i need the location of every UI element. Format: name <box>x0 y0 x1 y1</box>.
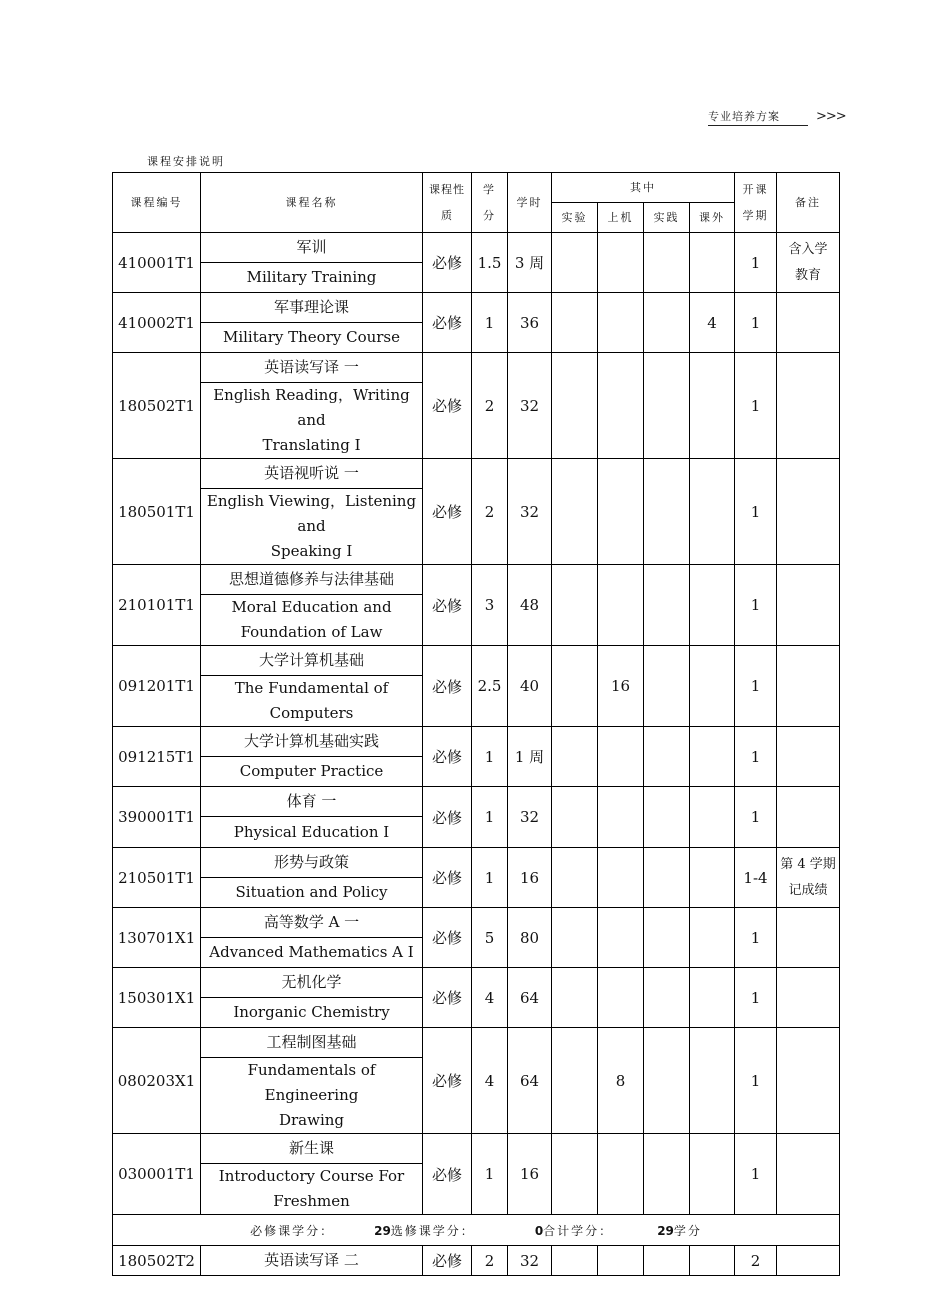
table-row <box>113 459 840 489</box>
course-name-cn: 新生课 <box>201 1134 423 1164</box>
course-semester: 1 <box>735 1028 777 1134</box>
course-credits: 3 <box>472 565 508 646</box>
course-name-en-line: Inorganic Chemistry <box>233 1003 390 1021</box>
course-note <box>777 646 840 727</box>
hours-practice <box>644 1134 690 1215</box>
course-hours: 32 <box>508 787 552 848</box>
course-semester: 1 <box>735 459 777 565</box>
hours-practice <box>644 848 690 908</box>
course-semester: 1-4 <box>735 848 777 908</box>
course-credits: 1 <box>472 1134 508 1215</box>
course-note <box>777 565 840 646</box>
hours-lab <box>552 727 598 787</box>
header-sub-practice: 实践 <box>644 203 690 233</box>
course-hours: 36 <box>508 293 552 353</box>
hours-lab <box>552 459 598 565</box>
hours-lab <box>552 968 598 1028</box>
hours-extracurricular <box>690 233 735 293</box>
course-name-en <box>201 489 423 565</box>
header-breakdown: 其中 <box>552 173 735 203</box>
course-name-en-line: English Viewing，Listening and <box>206 492 417 535</box>
hours-extracurricular <box>690 968 735 1028</box>
course-credits: 1 <box>472 727 508 787</box>
hours-practice <box>644 787 690 848</box>
course-name-en <box>201 676 423 727</box>
header-sub-extracurricular: 课外 <box>690 203 735 233</box>
course-hours: 32 <box>508 1246 552 1276</box>
course-hours: 32 <box>508 459 552 565</box>
course-hours: 40 <box>508 646 552 727</box>
course-hours: 64 <box>508 968 552 1028</box>
table-row <box>113 293 840 323</box>
course-name-en-line: Foundation of Law <box>240 623 383 641</box>
hours-computer <box>598 968 644 1028</box>
header-link-arrows: >>> <box>816 109 846 124</box>
course-name-cn: 英语视听说 一 <box>201 459 423 489</box>
course-credits: 1.5 <box>472 233 508 293</box>
hours-lab <box>552 293 598 353</box>
course-type: 必修 <box>423 787 472 848</box>
course-note <box>777 233 840 293</box>
course-code: 210501T1 <box>113 848 201 908</box>
hours-lab <box>552 787 598 848</box>
course-hours: 16 <box>508 1134 552 1215</box>
course-hours: 48 <box>508 565 552 646</box>
hours-extracurricular <box>690 727 735 787</box>
course-type: 必修 <box>423 968 472 1028</box>
course-name-cn: 英语读写译 二 <box>201 1246 423 1276</box>
course-type: 必修 <box>423 848 472 908</box>
header-type: 课程性质 <box>423 173 472 233</box>
course-type: 必修 <box>423 1246 472 1276</box>
course-note <box>777 727 840 787</box>
summary-total-label: 合计学分： <box>543 1223 614 1238</box>
course-credits: 4 <box>472 968 508 1028</box>
course-name-en-line: English Reading，Writing and <box>213 386 410 429</box>
course-name-en <box>201 878 423 908</box>
hours-lab <box>552 233 598 293</box>
course-semester: 1 <box>735 787 777 848</box>
table-header <box>113 173 840 233</box>
course-code: 180502T1 <box>113 353 201 459</box>
course-type: 必修 <box>423 293 472 353</box>
header-hours: 学时 <box>508 173 552 233</box>
hours-extracurricular <box>690 1246 735 1276</box>
course-credits: 1 <box>472 293 508 353</box>
course-hours: 64 <box>508 1028 552 1134</box>
course-name-en <box>201 757 423 787</box>
course-note <box>777 968 840 1028</box>
header-credits: 学分 <box>472 173 508 233</box>
course-code: 180502T2 <box>113 1246 201 1276</box>
course-name-en-line: Advanced Mathematics A I <box>209 943 414 961</box>
hours-computer <box>598 293 644 353</box>
header-semester: 开课学期 <box>735 173 777 233</box>
summary-elective-label: 选修课学分： <box>390 1223 475 1238</box>
course-name-en <box>201 817 423 848</box>
header-sub-lab: 实验 <box>552 203 598 233</box>
course-code: 210101T1 <box>113 565 201 646</box>
course-type: 必修 <box>423 565 472 646</box>
course-name-en-line: Situation and Policy <box>235 883 388 901</box>
course-semester: 1 <box>735 646 777 727</box>
course-note-line: 记成绩 <box>788 882 828 898</box>
course-type: 必修 <box>423 1028 472 1134</box>
table-row <box>113 968 840 998</box>
course-name-cn: 体育 一 <box>201 787 423 817</box>
course-note-line: 第 4 学期 <box>780 856 836 872</box>
course-name-en-line: Translating I <box>262 436 361 454</box>
course-semester: 1 <box>735 565 777 646</box>
course-semester: 1 <box>735 353 777 459</box>
course-name-en-line: Drawing <box>278 1111 345 1129</box>
hours-practice <box>644 353 690 459</box>
header-link[interactable] <box>708 108 846 126</box>
hours-computer <box>598 848 644 908</box>
course-semester: 1 <box>735 727 777 787</box>
table-row <box>113 1134 840 1164</box>
course-name-cn: 高等数学 A 一 <box>201 908 423 938</box>
course-type: 必修 <box>423 233 472 293</box>
hours-extracurricular: 4 <box>690 293 735 353</box>
hours-lab <box>552 1028 598 1134</box>
table-body <box>113 233 840 1276</box>
course-credits: 2 <box>472 459 508 565</box>
course-hours: 3 周 <box>508 233 552 293</box>
hours-computer <box>598 787 644 848</box>
hours-lab <box>552 646 598 727</box>
hours-lab <box>552 1246 598 1276</box>
header-sub-computer: 上机 <box>598 203 644 233</box>
course-hours: 16 <box>508 848 552 908</box>
hours-computer <box>598 727 644 787</box>
course-name-en-line: Moral Education and <box>231 598 392 616</box>
course-credits: 2 <box>472 353 508 459</box>
course-name-cn: 英语读写译 一 <box>201 353 423 383</box>
course-note <box>777 1246 840 1276</box>
course-credits: 2.5 <box>472 646 508 727</box>
table-row <box>113 787 840 817</box>
course-code: 390001T1 <box>113 787 201 848</box>
course-code: 150301X1 <box>113 968 201 1028</box>
course-semester: 1 <box>735 908 777 968</box>
course-name-en <box>201 938 423 968</box>
hours-extracurricular <box>690 565 735 646</box>
header-code: 课程编号 <box>113 173 201 233</box>
hours-computer <box>598 459 644 565</box>
summary-required-label: 必修课学分： <box>250 1223 335 1238</box>
course-code: 091215T1 <box>113 727 201 787</box>
hours-practice <box>644 565 690 646</box>
course-credits: 1 <box>472 848 508 908</box>
table-row <box>113 233 840 263</box>
hours-lab <box>552 908 598 968</box>
hours-practice <box>644 727 690 787</box>
course-code: 410002T1 <box>113 293 201 353</box>
course-name-en-line: Speaking I <box>270 542 353 560</box>
hours-extracurricular <box>690 459 735 565</box>
hours-computer: 16 <box>598 646 644 727</box>
course-semester: 1 <box>735 968 777 1028</box>
summary-total-value: 29 <box>657 1223 674 1238</box>
summary-unit: 学分 <box>673 1223 702 1238</box>
header-name: 课程名称 <box>201 173 423 233</box>
hours-extracurricular <box>690 787 735 848</box>
course-name-cn: 无机化学 <box>201 968 423 998</box>
course-type: 必修 <box>423 646 472 727</box>
hours-practice <box>644 459 690 565</box>
header-note: 备注 <box>777 173 840 233</box>
hours-extracurricular <box>690 1134 735 1215</box>
course-note <box>777 787 840 848</box>
course-note <box>777 848 840 908</box>
hours-lab <box>552 848 598 908</box>
course-name-en-line: Computer Practice <box>239 762 384 780</box>
hours-lab <box>552 353 598 459</box>
hours-practice <box>644 1246 690 1276</box>
hours-lab <box>552 1134 598 1215</box>
course-type: 必修 <box>423 1134 472 1215</box>
table-row <box>113 646 840 676</box>
header-link-text[interactable]: 专业培养方案 <box>708 108 808 126</box>
course-note <box>777 293 840 353</box>
course-hours: 1 周 <box>508 727 552 787</box>
course-name-en <box>201 323 423 353</box>
course-semester: 1 <box>735 293 777 353</box>
course-code: 180501T1 <box>113 459 201 565</box>
hours-practice <box>644 908 690 968</box>
course-credits: 5 <box>472 908 508 968</box>
course-note-line: 含入学 <box>788 241 828 257</box>
course-name-en <box>201 263 423 293</box>
course-type: 必修 <box>423 459 472 565</box>
course-hours: 32 <box>508 353 552 459</box>
course-name-cn: 军训 <box>201 233 423 263</box>
course-name-cn: 大学计算机基础 <box>201 646 423 676</box>
course-code: 130701X1 <box>113 908 201 968</box>
table-row <box>113 727 840 757</box>
course-name-en-line: Introductory Course For <box>218 1167 405 1185</box>
hours-practice <box>644 646 690 727</box>
course-hours: 80 <box>508 908 552 968</box>
hours-extracurricular <box>690 646 735 727</box>
course-name-en-line: The Fundamental of Computers <box>234 679 389 722</box>
course-name-cn: 军事理论课 <box>201 293 423 323</box>
course-note-line: 教育 <box>794 267 821 283</box>
table-row <box>113 848 840 878</box>
hours-computer: 8 <box>598 1028 644 1134</box>
hours-extracurricular <box>690 908 735 968</box>
course-name-en <box>201 595 423 646</box>
table-row <box>113 1028 840 1058</box>
course-name-en <box>201 1164 423 1215</box>
hours-practice <box>644 293 690 353</box>
course-name-cn: 形势与政策 <box>201 848 423 878</box>
hours-extracurricular <box>690 1028 735 1134</box>
course-name-en-line: Fundamentals of Engineering <box>247 1061 376 1104</box>
course-name-en <box>201 383 423 459</box>
summary-cell <box>113 1215 840 1246</box>
table-row <box>113 353 840 383</box>
course-credits: 2 <box>472 1246 508 1276</box>
summary-required-value: 29 <box>374 1223 391 1238</box>
course-name-cn: 工程制图基础 <box>201 1028 423 1058</box>
course-credits: 1 <box>472 787 508 848</box>
course-name-en <box>201 1058 423 1134</box>
hours-computer <box>598 1246 644 1276</box>
course-code: 091201T1 <box>113 646 201 727</box>
course-code: 080203X1 <box>113 1028 201 1134</box>
table-row <box>113 565 840 595</box>
course-type: 必修 <box>423 908 472 968</box>
course-semester: 1 <box>735 1134 777 1215</box>
course-semester: 2 <box>735 1246 777 1276</box>
hours-practice <box>644 968 690 1028</box>
table-row <box>113 908 840 938</box>
hours-practice <box>644 1028 690 1134</box>
course-code: 030001T1 <box>113 1134 201 1215</box>
course-note <box>777 353 840 459</box>
course-note <box>777 908 840 968</box>
section-label: 课程安排说明 <box>147 155 225 168</box>
hours-lab <box>552 565 598 646</box>
course-type: 必修 <box>423 727 472 787</box>
course-name-en <box>201 998 423 1028</box>
course-name-en-line: Military Training <box>246 268 377 286</box>
summary-elective-value: 0 <box>534 1223 544 1238</box>
summary-row <box>113 1215 840 1246</box>
course-code: 410001T1 <box>113 233 201 293</box>
course-note <box>777 1134 840 1215</box>
course-note <box>777 459 840 565</box>
hours-computer <box>598 353 644 459</box>
hours-extracurricular <box>690 848 735 908</box>
hours-computer <box>598 908 644 968</box>
table-row <box>113 1246 840 1276</box>
course-type: 必修 <box>423 353 472 459</box>
hours-computer <box>598 233 644 293</box>
course-credits: 4 <box>472 1028 508 1134</box>
hours-computer <box>598 565 644 646</box>
course-name-en-line: Physical Education Ⅰ <box>233 822 390 841</box>
course-note <box>777 1028 840 1134</box>
course-name-cn: 大学计算机基础实践 <box>201 727 423 757</box>
course-name-cn: 思想道德修养与法律基础 <box>201 565 423 595</box>
hours-computer <box>598 1134 644 1215</box>
hours-extracurricular <box>690 353 735 459</box>
course-semester: 1 <box>735 233 777 293</box>
hours-practice <box>644 233 690 293</box>
course-name-en-line: Freshmen <box>273 1192 350 1210</box>
course-table <box>112 172 840 1276</box>
course-name-en-line: Military Theory Course <box>222 328 401 346</box>
